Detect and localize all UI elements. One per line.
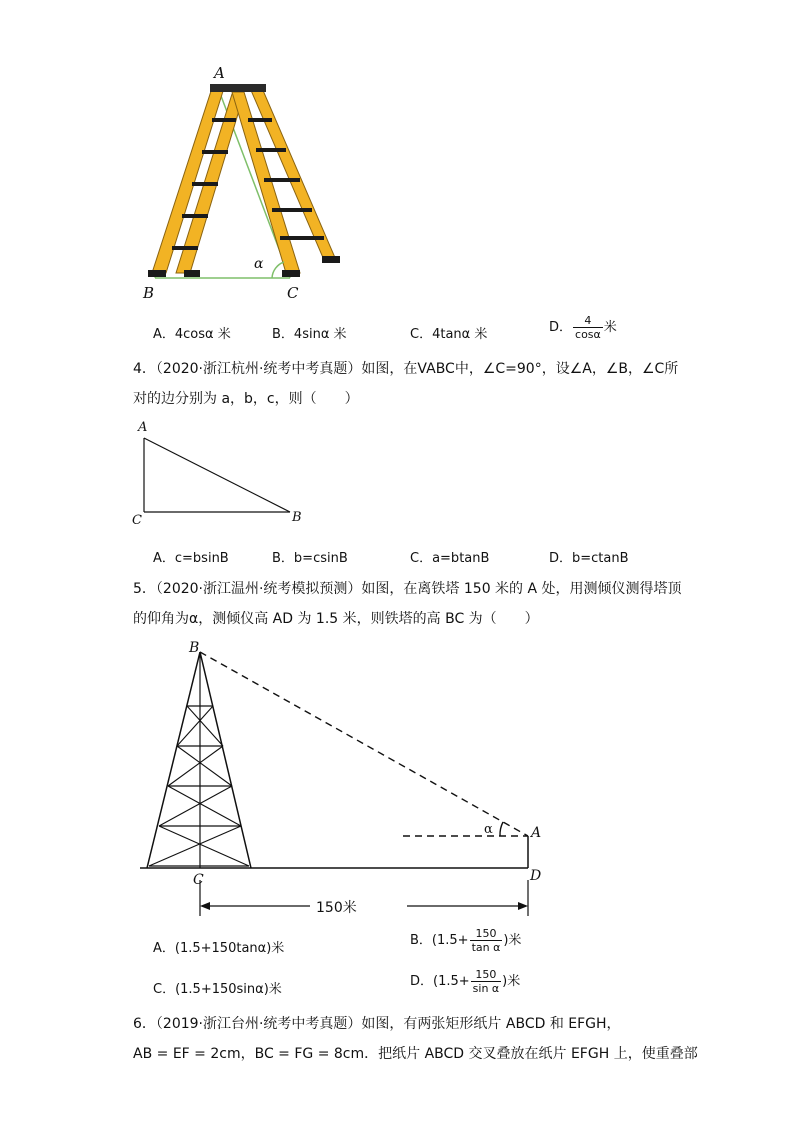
q4-label-b: B (292, 510, 302, 525)
q4-triangle-figure (130, 420, 310, 530)
q5-option-b-denominator: tan α (471, 941, 501, 954)
q5-distance-label: 150米 (316, 900, 357, 916)
q4-option-d: D．b=ctanB (549, 551, 629, 566)
q5-option-a: A．(1.5+150tanα)米 (153, 941, 285, 956)
q3-option-d-prefix: D． (549, 320, 573, 335)
q5-option-d-prefix: D．(1.5+ (410, 974, 470, 989)
ladder-label-alpha: α (254, 256, 264, 272)
q5-option-b-fraction (470, 927, 503, 954)
q5-option-d (410, 968, 520, 995)
q4-text-line1: 4．（2020·浙江杭州·统考中考真题）如图，在VABC中，∠C=90°，设∠A，∠B，∠C所 (133, 361, 679, 377)
q5-label-b: B (189, 640, 200, 656)
q5-text-line2: 的仰角为α，测倾仪高 AD 为 1.5 米，则铁塔的高 BC 为（ ） (133, 611, 539, 627)
q5-label-c: C (193, 872, 204, 888)
q4-label-c: C (132, 513, 142, 528)
q5-option-d-fraction (471, 968, 502, 995)
q3-option-d-numerator: 4 (573, 314, 603, 328)
q5-option-d-denominator: sin α (472, 982, 500, 995)
q3-option-c: C．4tanα 米 (410, 327, 488, 342)
q6-text-line2: AB = EF = 2cm，BC = FG = 8cm．把纸片 ABCD 交叉叠放在纸片 EFGH 上，使重叠部 (133, 1046, 698, 1062)
q5-option-b-prefix: B．(1.5+ (410, 933, 469, 948)
q3-option-d (549, 314, 617, 341)
ladder-label-b: B (143, 284, 155, 302)
q3-option-a: A．4cosα 米 (153, 327, 231, 342)
q3-option-d-suffix: 米 (603, 320, 617, 335)
q5-option-d-numerator: 150 (471, 968, 502, 982)
q5-option-d-suffix: )米 (502, 974, 521, 989)
q5-label-d: D (530, 868, 542, 884)
q3-option-b: B．4sinα 米 (272, 327, 347, 342)
q3-option-d-fraction (573, 314, 603, 341)
ladder-label-c: C (287, 284, 299, 302)
q5-label-a: A (531, 825, 542, 841)
q3-option-d-denominator: cosα (575, 328, 601, 341)
ladder-figure (140, 60, 350, 305)
q5-label-alpha: α (484, 822, 493, 837)
q4-option-b: B．b=csinB (272, 551, 348, 566)
q4-label-a: A (138, 420, 148, 435)
q5-option-c: C．(1.5+150sinα)米 (153, 982, 282, 997)
q4-option-c: C．a=btanB (410, 551, 490, 566)
q5-text-line1: 5．（2020·浙江温州·统考模拟预测）如图，在离铁塔 150 米的 A 处，用测倾仪测得塔顶 (133, 581, 682, 597)
q5-option-b-suffix: )米 (503, 933, 522, 948)
q4-text-line2: 对的边分别为 a，b，c，则（ ） (133, 391, 359, 407)
q4-option-a: A．c=bsinB (153, 551, 229, 566)
q6-text-line1: 6．（2019·浙江台州·统考中考真题）如图，有两张矩形纸片 ABCD 和 EFGH， (133, 1016, 621, 1032)
ladder-label-a: A (214, 64, 225, 82)
q5-option-b-numerator: 150 (470, 927, 503, 941)
q5-option-b (410, 927, 521, 954)
